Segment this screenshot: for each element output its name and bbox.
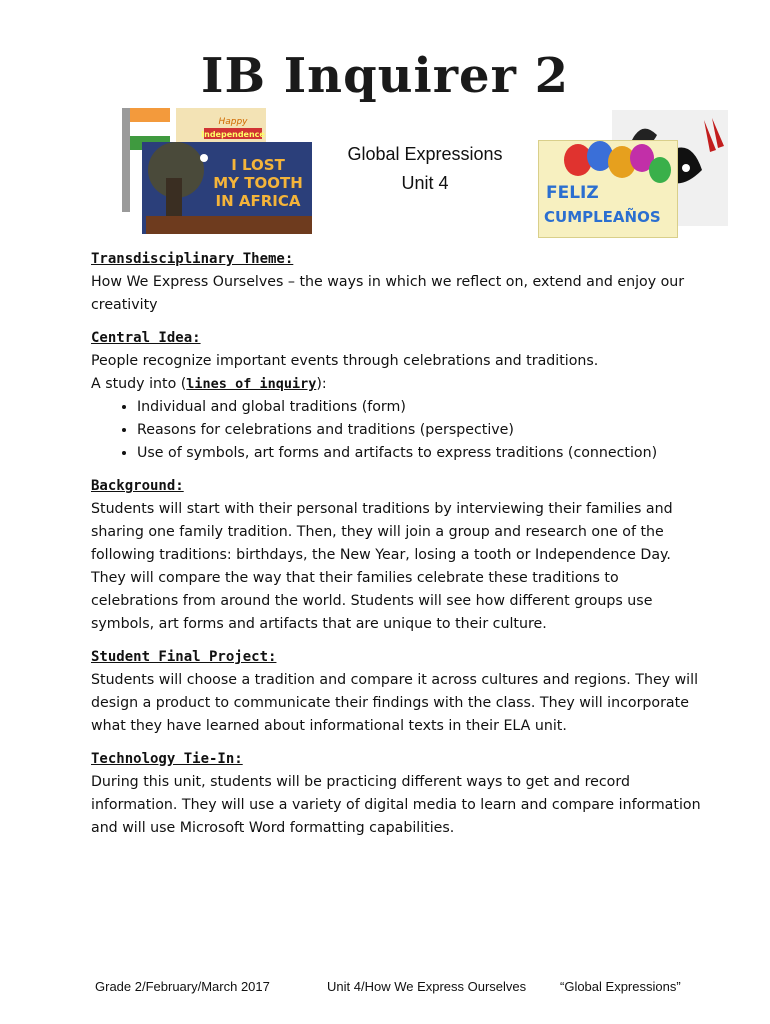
background-text: Students will start with their personal traditions by interviewing their families and sharing one family tradition. Then, they will join a group and research one of the following traditions: birthdays, the New Year, losing a tooth or Independence Day. They will compare the way that their families celebrate these traditions to celebrations from around the world. Students will see how different groups use symbols, art forms and artifacts that are unique to their culture.	[91, 501, 673, 632]
list-item: • Use of symbols, art forms and artifacts to express traditions (connection)	[137, 442, 701, 465]
footer-unit: Unit 4/How We Express Ourselves	[327, 979, 527, 994]
feliz-cumpleanos-image	[538, 140, 678, 238]
inquiry-list	[91, 396, 701, 465]
document-body	[91, 248, 701, 840]
banner-happy-text: Happy	[218, 117, 248, 127]
unit-subtitle-line1: Global Expressions	[347, 144, 503, 164]
page-footer	[0, 979, 770, 999]
theme-text: How We Express Ourselves – the ways in which we reflect on, extend and enjoy our creativity	[91, 274, 685, 313]
central-idea-heading: Central Idea:	[91, 330, 201, 346]
lines-of-inquiry-term: lines of inquiry	[186, 376, 317, 392]
technology-text: During this unit, students will be practicing different ways to get and record information. They will use a variety of digital media to learn and compare information and will use Microsoft Word formatting capabilities.	[91, 774, 701, 836]
independence-book-collage-image	[116, 108, 312, 234]
lines-of-inquiry-intro	[91, 373, 701, 396]
book-title-line3: IN AFRICA	[215, 192, 301, 210]
background-heading: Background:	[91, 478, 184, 494]
inquiry-suffix: ):	[316, 376, 327, 392]
list-item: • Reasons for celebrations and traditions (perspective)	[137, 419, 701, 442]
theme-heading: Transdisciplinary Theme:	[91, 251, 294, 267]
inquiry-prefix: A study into (	[91, 376, 187, 392]
list-item: • Individual and global traditions (form)	[137, 396, 701, 419]
greeting-feliz-text: FELIZ	[546, 183, 599, 203]
unit-subtitle	[300, 140, 550, 198]
technology-heading: Technology Tie-In:	[91, 751, 243, 767]
book-title-line1: I LOST	[231, 156, 285, 174]
book-title-line2: MY TOOTH	[213, 174, 303, 192]
footer-grade-date: Grade 2/February/March 2017	[95, 979, 270, 994]
page-title: IB Inquirer 2	[200, 48, 569, 104]
banner-independence-text: Independence	[201, 130, 265, 139]
unit-subtitle-line2: Unit 4	[401, 173, 449, 193]
final-project-text: Students will choose a tradition and compare it across cultures and regions. They will design a product to communicate their findings with the class. They will incorporate what they have learned about informational texts in their ELA unit.	[91, 672, 699, 734]
final-project-heading: Student Final Project:	[91, 649, 277, 665]
central-idea-text: People recognize important events through celebrations and traditions.	[91, 353, 599, 369]
footer-unit-name: “Global Expressions”	[560, 979, 681, 994]
greeting-cumpleanos-text: CUMPLEAÑOS	[544, 208, 661, 226]
